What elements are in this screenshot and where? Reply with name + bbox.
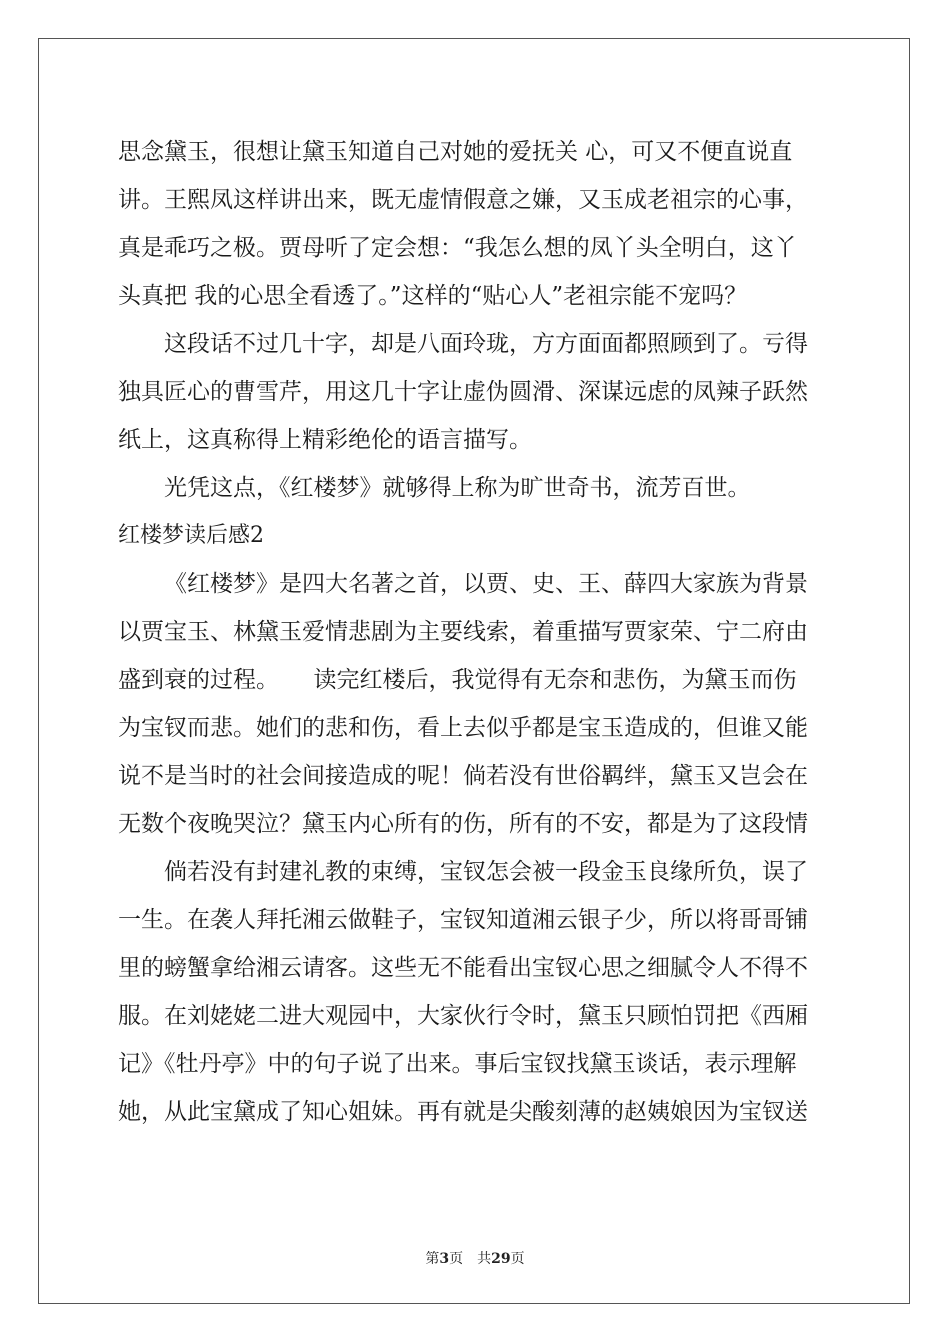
text-line: 思念黛玉，很想让黛玉知道自己对她的爱抚关 心，可又不便直说直 bbox=[118, 139, 793, 165]
paragraph-first-line: 光凭这点，《红楼梦》就够得上称为旷世奇书，流芳百世。 bbox=[164, 475, 751, 501]
page-word: 页 bbox=[449, 1251, 464, 1267]
paragraph-first-line: 倘若没有封建礼教的束缚，宝钗怎会被一段金玉良缘所负，误了 bbox=[164, 859, 808, 885]
text-line: 纸上，这真称得上精彩绝伦的语言描写。 bbox=[118, 427, 532, 453]
section-heading: 红楼梦读后感2 bbox=[118, 523, 264, 548]
text-line: 讲。王熙凤这样讲出来，既无虚情假意之嫌，又玉成老祖宗的心事， bbox=[118, 187, 808, 213]
text-line: 无数个夜晚哭泣？黛玉内心所有的伤，所有的不安，都是为了这段情 bbox=[118, 811, 808, 837]
text-line: 独具匠心的曹雪芹，用这几十字让虚伪圆滑、深谋远虑的凤辣子跃然 bbox=[118, 379, 808, 405]
total-page-word: 页 bbox=[510, 1251, 525, 1267]
text-line: 服。在刘姥姥二进大观园中，大家伙行令时，黛玉只顾怕罚把《西厢 bbox=[118, 1003, 808, 1029]
page-prefix: 第 bbox=[425, 1251, 440, 1267]
text-line: 头真把 我的心思全看透了。”这样的“贴心人”老祖宗能不宠吗？ bbox=[118, 283, 748, 309]
document-body bbox=[118, 128, 834, 1136]
text-line: 盛到衰的过程。 读完红楼后，我觉得有无奈和悲伤，为黛玉而伤 bbox=[118, 667, 797, 693]
total-prefix: 共 bbox=[477, 1251, 492, 1267]
text-line: 记》《牡丹亭》中的句子说了出来。事后宝钗找黛玉谈话，表示理解 bbox=[118, 1051, 797, 1077]
text-line: 里的螃蟹拿给湘云请客。这些无不能看出宝钗心思之细腻令人不得不 bbox=[118, 955, 808, 981]
page-footer bbox=[0, 1248, 950, 1268]
text-line: 她，从此宝黛成了知心姐妹。再有就是尖酸刻薄的赵姨娘因为宝钗送 bbox=[118, 1099, 808, 1125]
text-line: 真是乖巧之极。贾母听了定会想：“我怎么想的凤丫头全明白，这丫 bbox=[118, 235, 797, 261]
text-line: 一生。在袭人拜托湘云做鞋子，宝钗知道湘云银子少，所以将哥哥铺 bbox=[118, 907, 808, 933]
paragraph-first-line: 这段话不过几十字，却是八面玲珑，方方面面都照顾到了。亏得 bbox=[164, 331, 808, 357]
current-page-number: 3 bbox=[439, 1251, 450, 1267]
text-line: 为宝钗而悲。她们的悲和伤，看上去似乎都是宝玉造成的，但谁又能 bbox=[118, 715, 808, 741]
paragraph-first-line: 《红楼梦》是四大名著之首，以贾、史、王、薛四大家族为背景 bbox=[164, 571, 808, 597]
text-line: 说不是当时的社会间接造成的呢！倘若没有世俗羁绊，黛玉又岂会在 bbox=[118, 763, 808, 789]
text-line: 以贾宝玉、林黛玉爱情悲剧为主要线索，着重描写贾家荣、宁二府由 bbox=[118, 619, 808, 645]
total-pages-number: 29 bbox=[491, 1251, 511, 1267]
